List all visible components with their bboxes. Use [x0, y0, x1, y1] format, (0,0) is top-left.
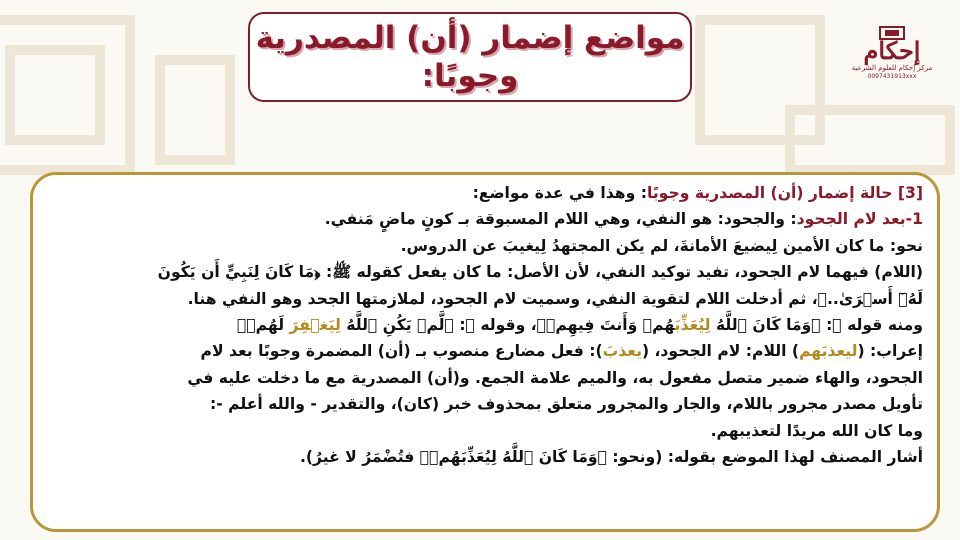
case-heading: [3] حالة إضمار (أن) المصدرية وجوبًا — [646, 184, 923, 202]
ihkam-logo — [850, 26, 934, 96]
definition-text: : والجحود: هو النفي، وهي اللام المسبوقة بـ كونٍ ماضٍ مَنفي. — [324, 210, 797, 229]
verse-highlight-1: لِيُعَذِّبَ — [674, 316, 711, 335]
content-line-5: لَهُۥٓ أَسۡرَىٰ..﴾، ثم أدخلت اللام لتقوية النفي، وسميت لام الجحود، لملازمتها الجحد وهو النفي هنا. — [187, 289, 923, 308]
verse-part-2: هُمۡ وَأَنتَ فِيهِمۡ﴾، وقوله ﷺ: ﴿لَّمۡ يَكُنِ ٱللَّهُ — [340, 316, 675, 335]
content-line-1 — [47, 180, 923, 206]
content-line-4: (اللام) فيهما لام الجحود، تفيد توكيد النفي، لأن الأصل: ما كان يفعل كقوله ﷺ: ﴿مَا كَانَ لِنَبِيٍّ أَن يَكُونَ — [157, 263, 923, 282]
verse-part-1: ومنه قوله ﷺ: ﴿وَمَا كَانَ ٱللَّهُ — [710, 316, 923, 335]
content-line-3: نحو: ما كان الأمين لِيضيعَ الأمانةَ، لم يكن المجتهدُ لِيغيبَ عن الدروس. — [400, 236, 923, 255]
verse-highlight-2: لِيَغۡفِرَ — [289, 316, 341, 335]
irab-highlight-1: ليعذبَهم — [799, 342, 858, 361]
slide-title-line-2: وجوبًا: — [421, 58, 519, 94]
irab-part-3: ): فعل مضارع منصوب بـ (أن) المضمرة وجوبًا بعد لام — [200, 342, 603, 361]
verse-part-3: لَهُمۡ﴾ — [236, 316, 290, 335]
slide-title-box — [248, 12, 692, 102]
content-line-2 — [47, 206, 923, 232]
case-heading-rest: : وهذا في عدة مواضع: — [472, 184, 647, 202]
irab-part-2: ) اللام: لام الجحود، ( — [641, 342, 800, 361]
irab-highlight-2: يعذبَ — [602, 342, 642, 361]
logo-wordmark: إحكام — [863, 36, 921, 65]
logo-subtitle: مركز إحكام للعلوم الشرعية — [851, 64, 933, 72]
logo-phone: 0097431913xxx — [867, 73, 917, 80]
content-line-11: أشار المصنف لهذا الموضع بقوله: (ونحو: ﴿وَمَا كَانَ ٱللَّهُ لِيُعَذِّبَهُمۡ﴾ فتُضْمَرُ لا غيرُ). — [299, 448, 923, 467]
content-line-6 — [47, 312, 923, 338]
content-line-8: الجحود، والهاء ضمير متصل مفعول به، والميم علامة الجمع. و(أن) المصدرية مع ما دخلت عليه في — [187, 368, 923, 387]
slide-title-line-1: مواضع إضمار (أن) المصدرية — [255, 20, 685, 56]
lesson-content-box — [30, 172, 940, 532]
content-line-10: وما كان الله مريدًا لتعذيبهم. — [710, 421, 923, 440]
content-line-7 — [47, 338, 923, 364]
subheading-lam-juhud: 1-بعد لام الجحود — [796, 210, 923, 229]
content-line-9: تأويل مصدر مجرور باللام، والجار والمجرور متعلق بمحذوف خبر (كان)، والتقدير - والله أعلم -: — [210, 395, 923, 414]
irab-part-1: إعراب: ( — [857, 342, 923, 361]
